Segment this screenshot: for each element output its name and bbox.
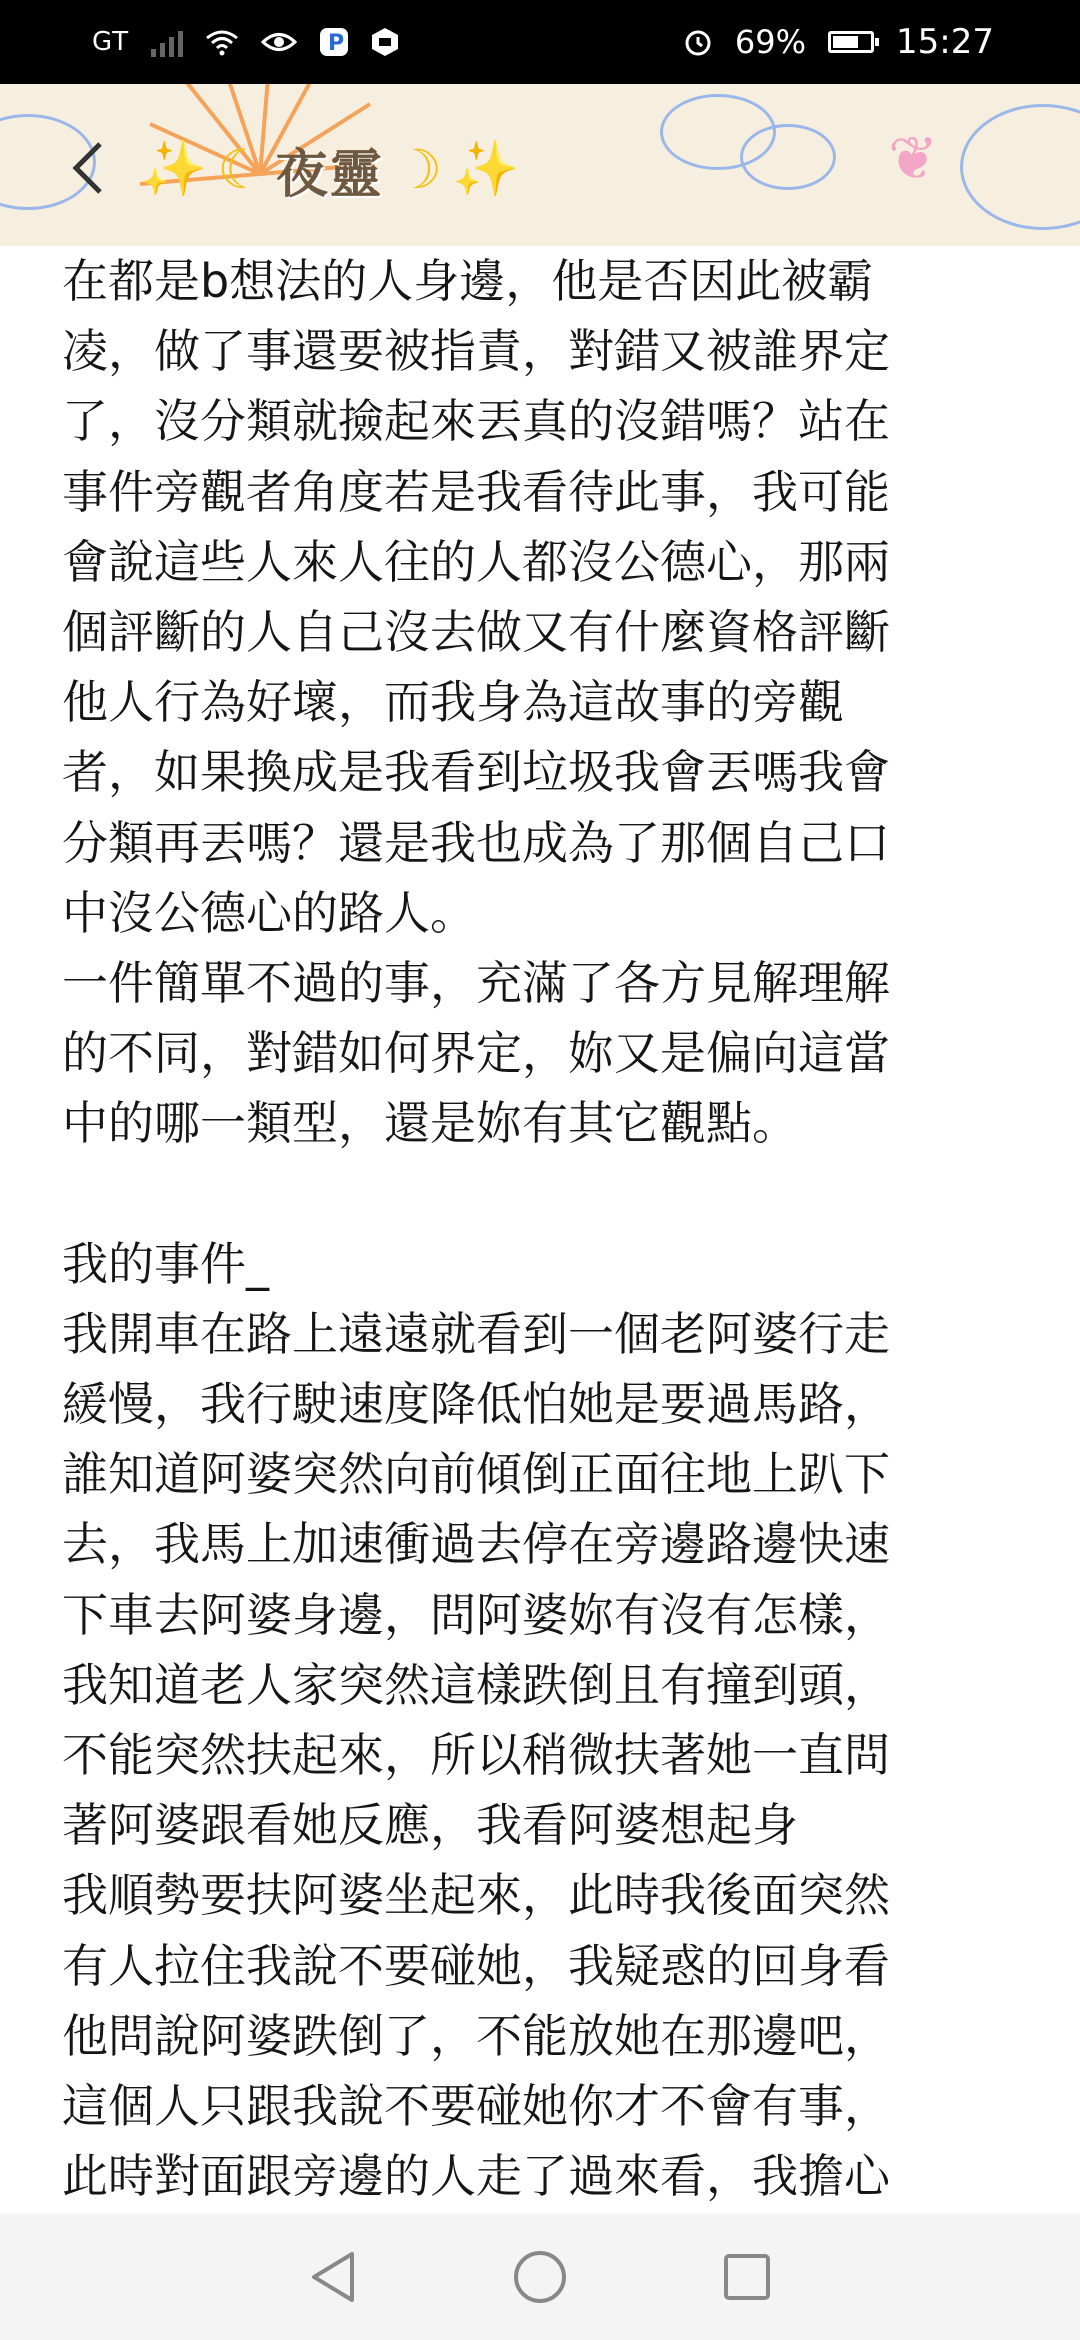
wifi-icon — [205, 28, 239, 56]
article-line: 中的哪一類型，還是妳有其它觀點。 — [62, 1096, 798, 1151]
app-p-icon — [319, 27, 349, 57]
article-line: 一件簡單不過的事，充滿了各方見解理解 — [62, 955, 890, 1010]
battery-percent: 69% — [734, 23, 807, 61]
star-icon: ✨ — [140, 137, 208, 200]
circle-home-icon — [512, 2249, 568, 2305]
article-line: 會說這些人來人往的人都沒公德心，那兩 — [62, 534, 890, 589]
article-content — [62, 246, 1022, 2214]
eye-icon — [261, 29, 297, 55]
svg-text:P: P — [328, 31, 345, 56]
article-line: 去，我馬上加速衝過去停在旁邊路邊快速 — [62, 1517, 890, 1572]
article-line: 他問說阿婆跌倒了，不能放她在那邊吧， — [62, 2008, 890, 2063]
article-line: 的不同，對錯如何界定，妳又是偏向這當 — [62, 1026, 890, 1081]
page-title: 夜靈 — [275, 144, 384, 205]
cloud-decoration — [960, 104, 1080, 230]
article-line: 我知道老人家突然這樣跌倒且有撞到頭， — [62, 1657, 890, 1712]
status-bar — [0, 0, 1080, 84]
article-line: 不能突然扶起來，所以稍微扶著她一直問 — [62, 1727, 890, 1782]
article-blank-line — [62, 1158, 1022, 1228]
back-button[interactable] — [58, 128, 118, 208]
article-line: 了，沒分類就撿起來丟真的沒錯嗎？站在 — [62, 394, 890, 449]
butterfly-decoration-icon: ❦ — [888, 124, 939, 194]
moon-icon: ☽ — [393, 137, 443, 201]
cloud-decoration — [740, 124, 836, 190]
star-icon: ✨ — [452, 137, 520, 200]
article-line: 此時對面跟旁邊的人走了過來看，我擔心 — [62, 2149, 890, 2204]
system-nav-bar — [0, 2214, 1080, 2340]
triangle-back-icon — [308, 2250, 358, 2304]
article-line: 誰知道阿婆突然向前傾倒正面往地上趴下 — [62, 1447, 890, 1502]
chevron-left-icon — [68, 138, 108, 198]
square-recents-icon — [722, 2252, 772, 2302]
article-line: 凌，做了事還要被指責，對錯又被誰界定 — [62, 324, 890, 379]
article-line: 下車去阿婆身邊，問阿婆妳有沒有怎樣， — [62, 1587, 890, 1642]
section-heading: 我的事件_ — [62, 1236, 269, 1291]
article-line: 個評斷的人自己沒去做又有什麼資格評斷 — [62, 604, 890, 659]
moon-icon: ☾ — [217, 137, 266, 201]
nav-back-button[interactable] — [303, 2247, 363, 2307]
article-line: 事件旁觀者角度若是我看待此事，我可能 — [62, 464, 890, 519]
nav-home-button[interactable] — [510, 2247, 570, 2307]
status-right — [683, 22, 994, 62]
article-line: 中沒公德心的路人。 — [62, 885, 476, 940]
status-time: 15:27 — [896, 22, 994, 62]
battery-icon — [828, 31, 874, 53]
article-line: 緩慢，我行駛速度降低怕她是要過馬路， — [62, 1377, 890, 1431]
article-line: 著阿婆跟看她反應，我看阿婆想起身 — [62, 1798, 798, 1853]
carrier-label: GT — [92, 27, 130, 57]
signal-icon — [151, 27, 183, 57]
alarm-icon — [683, 27, 713, 57]
article-line: 這個人只跟我說不要碰她你才不會有事， — [62, 2078, 890, 2133]
title-group — [140, 124, 519, 214]
article-line: 我開車在路上遠遠就看到一個老阿婆行走 — [62, 1306, 890, 1361]
article-line: 我順勢要扶阿婆坐起來，此時我後面突然 — [62, 1868, 890, 1923]
status-left — [92, 27, 399, 57]
article-line: 在都是b想法的人身邊，他是否因此被霸 — [62, 254, 874, 308]
article-line: 有人拉住我說不要碰她，我疑惑的回身看 — [62, 1938, 890, 1993]
page-header — [0, 84, 1080, 246]
article-line: 者，如果換成是我看到垃圾我會丟嗎我會 — [62, 745, 890, 800]
article-line: 分類再丟嗎？還是我也成為了那個自己口 — [62, 815, 890, 870]
shield-icon — [371, 27, 399, 57]
article-line: 他人行為好壞，而我身為這故事的旁觀 — [62, 675, 844, 730]
nav-recents-button[interactable] — [717, 2247, 777, 2307]
